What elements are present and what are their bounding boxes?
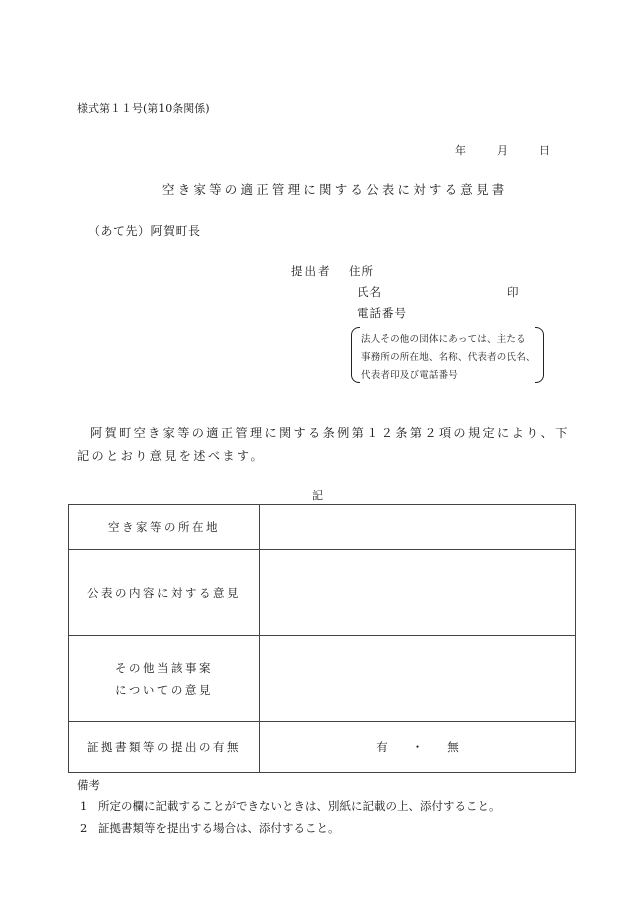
submitter-label: 提出者 [291,264,332,278]
addressee: （あて先）阿賀町長 [88,224,201,238]
table-row [69,636,575,722]
date-month-label: 月 [497,144,508,157]
opinion-table [68,504,576,773]
evidence-separator: ・ [411,740,424,754]
location-label: 空き家等の所在地 [69,505,260,549]
remarks-title: 備考 [77,778,100,792]
right-bracket [535,327,544,383]
evidence-no-option[interactable]: 無 [447,740,459,754]
remark-number: 2 [80,821,88,835]
corporation-note-line: 法人その他の団体にあっては、主たる [361,334,526,345]
table-row [69,722,575,772]
evidence-label: 証拠書類等の提出の有無 [69,722,260,772]
date-line [455,142,550,158]
remark-number: 1 [80,799,88,813]
left-bracket [351,327,360,383]
remark-item [80,820,340,836]
public-opinion-value-cell[interactable] [260,550,575,635]
table-row [69,550,575,636]
remark-text: 証拠書類等を提出する場合は、添付すること。 [98,821,340,835]
phone-label: 電話番号 [357,306,407,320]
other-opinion-label-line: その他当該事案 [115,660,213,675]
remark-text: 所定の欄に記載することができないときは、別紙に記載の上、添付すること。 [98,799,501,813]
corporation-note-line: 事務所の所在地、名称、代表者の氏名、 [361,352,536,363]
evidence-value-cell [260,722,575,772]
body-text-line: 阿賀町空き家等の適正管理に関する条例第１２条第２項の規定により、下 [90,426,570,440]
name-label: 氏名 [357,285,382,299]
body-text-line: 記のとおり意見を述べます。 [77,449,266,463]
other-opinion-label [69,636,260,721]
corporation-note-line: 代表者印及び電話番号 [361,370,459,381]
public-opinion-label: 公表の内容に対する意見 [69,550,260,635]
date-year-label: 年 [455,144,466,157]
other-opinion-value-cell[interactable] [260,636,575,721]
corporation-note [351,327,544,383]
remark-item [80,798,501,814]
other-opinion-label-line: についての意見 [115,682,213,697]
location-value-cell[interactable] [260,505,575,549]
evidence-yes-option[interactable]: 有 [376,740,388,754]
address-label: 住所 [349,264,374,278]
form-number: 様式第１１号(第10条関係) [77,102,210,115]
document-title: 空き家等の適正管理に関する公表に対する意見書 [162,182,508,197]
date-day-label: 日 [539,144,550,157]
seal-mark: 印 [507,285,519,299]
table-row [69,505,575,550]
ki-label: 記 [312,489,323,502]
